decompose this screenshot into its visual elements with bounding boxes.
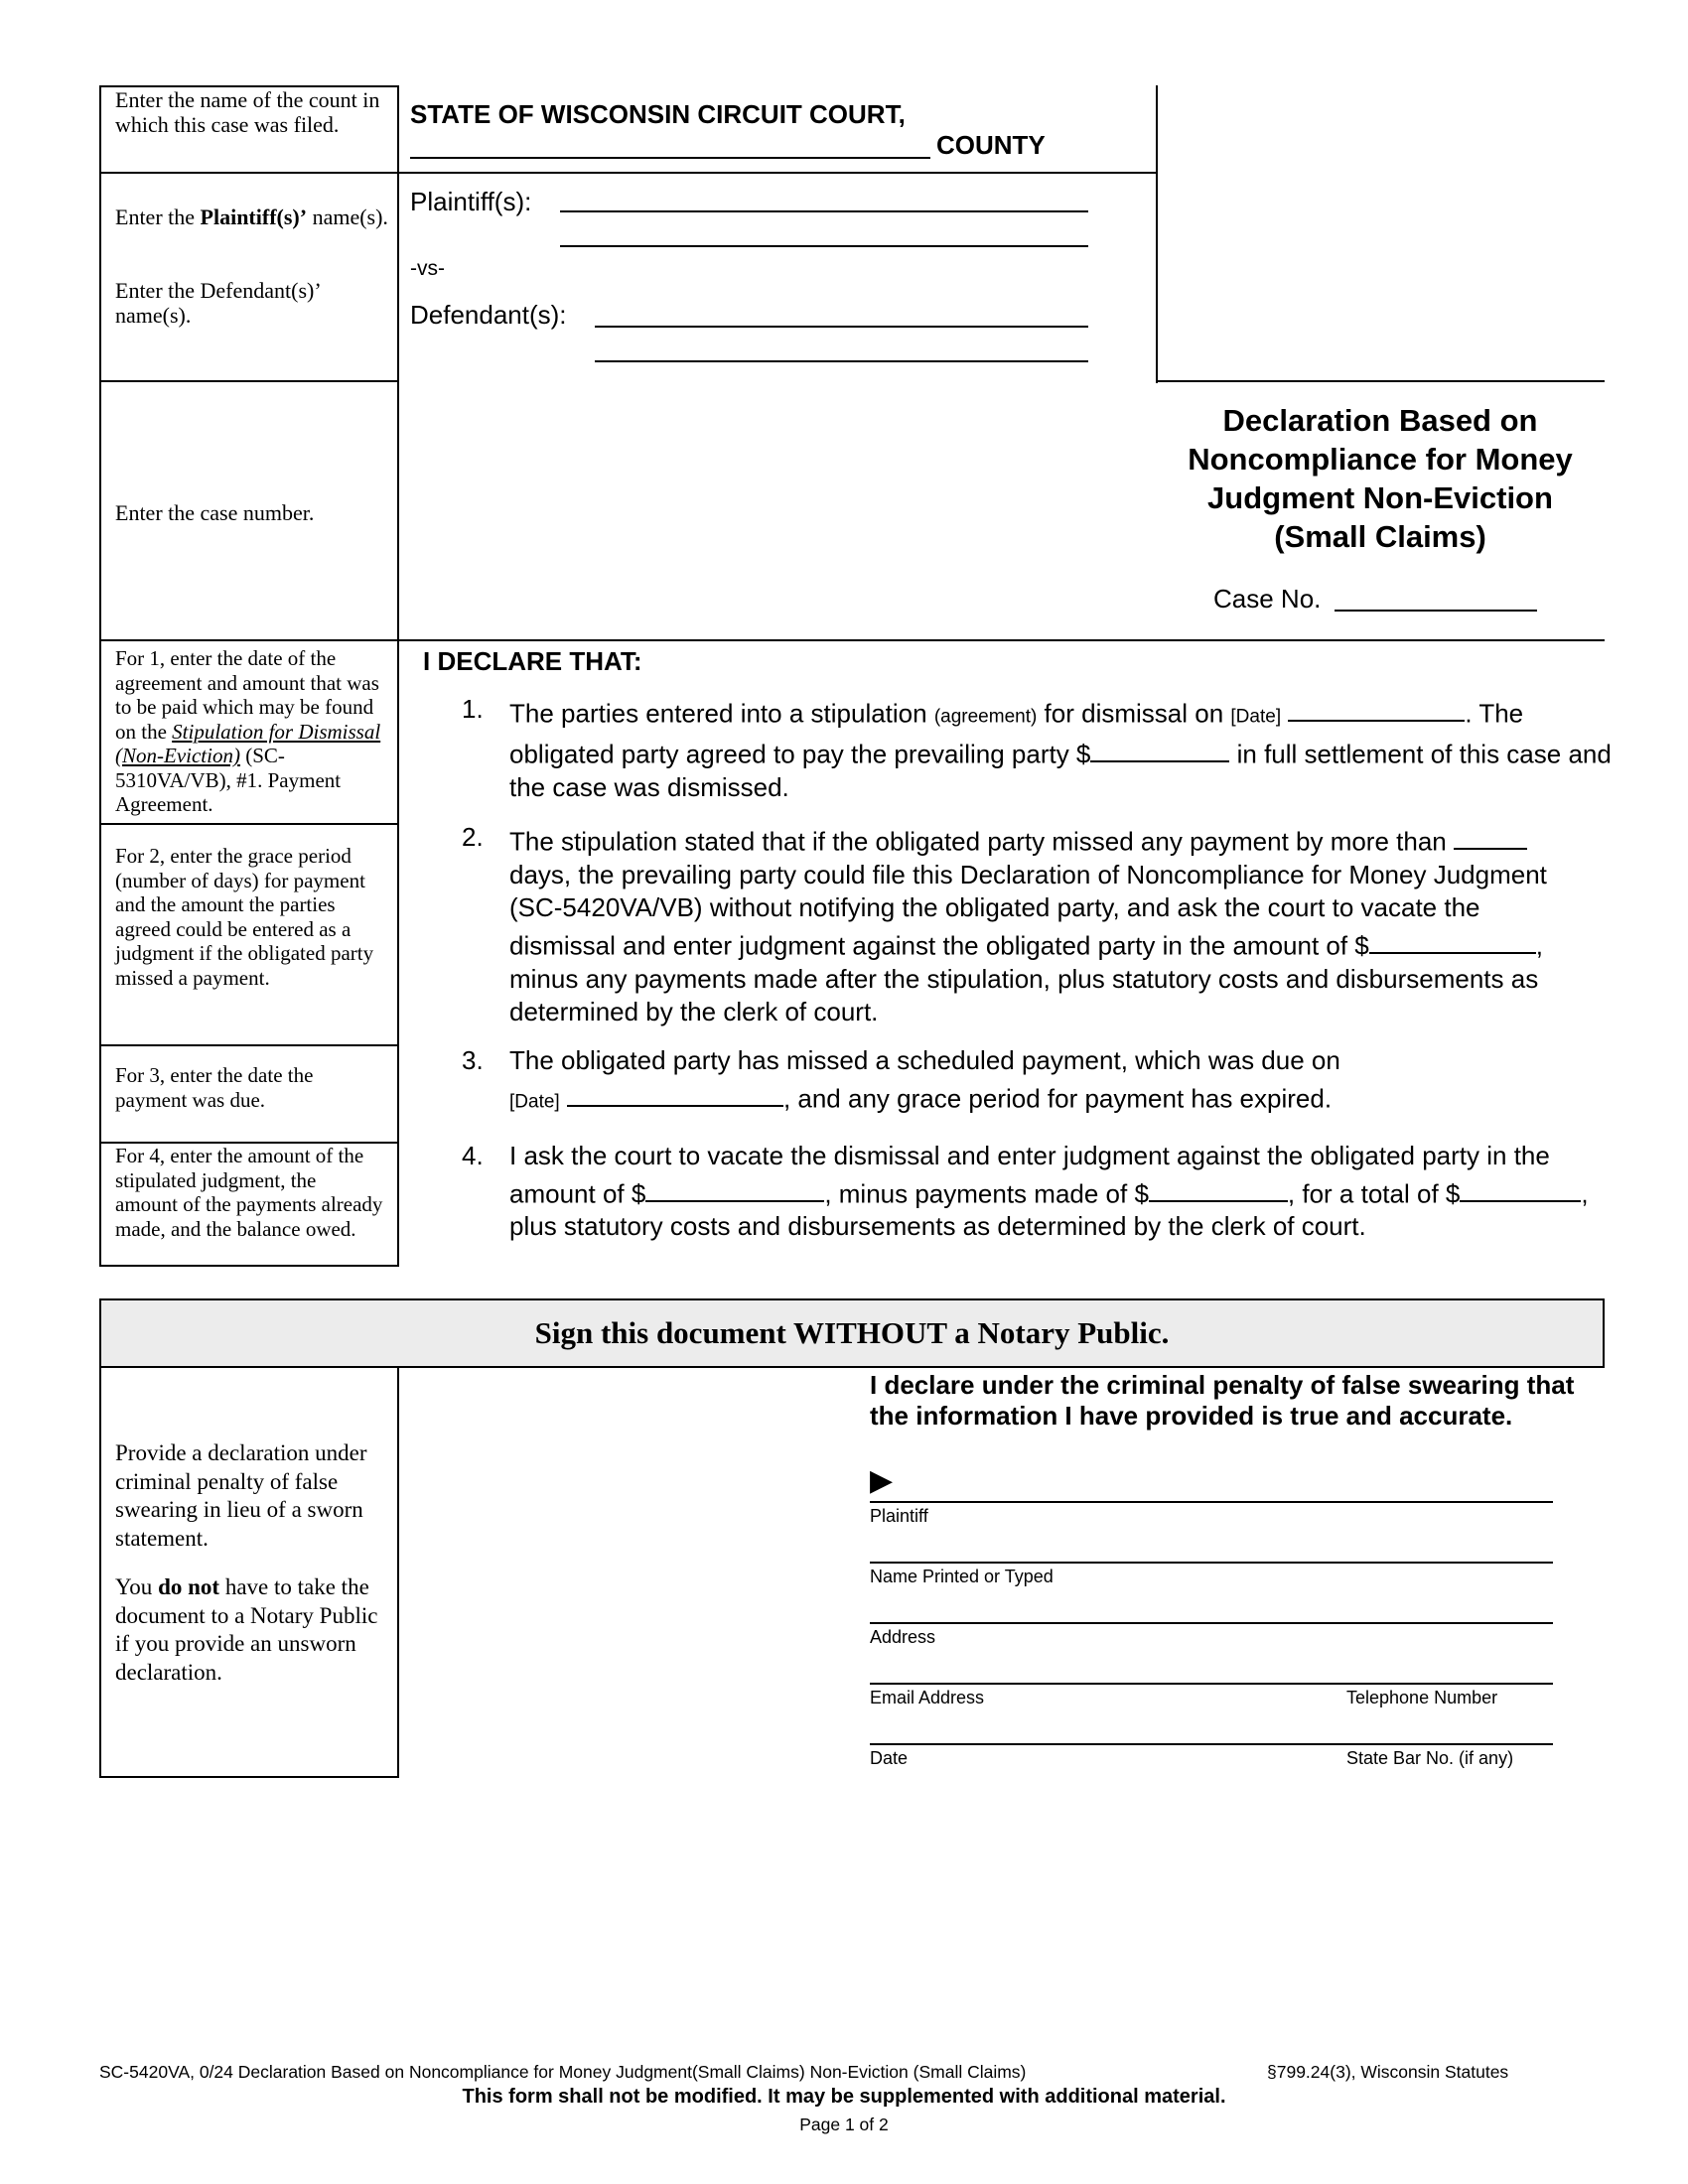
defendant-label: Defendant(s): — [410, 300, 567, 330]
item3-date-label: [Date] — [509, 1090, 560, 1112]
item4-total-blank[interactable] — [1460, 1173, 1581, 1202]
form-title-line4: (Small Claims) — [1274, 519, 1486, 554]
declaration-statement: I declare under the criminal penalty of false swearing that the information I have provided is true and accurate. — [870, 1370, 1575, 1431]
case-no-label: Case No. — [1213, 584, 1322, 614]
phone-label: Telephone Number — [1346, 1688, 1498, 1707]
plaintiff-hint-post: name(s). — [307, 205, 388, 229]
grid-line-3 — [99, 639, 1605, 641]
signature-arrow-icon: ▶ — [870, 1464, 894, 1497]
plaintiff-signature-line[interactable] — [870, 1501, 1553, 1503]
footer-page-number: Page 1 of 2 — [799, 2115, 889, 2134]
item1-agreement: (agreement) — [933, 706, 1038, 728]
item2-amount-blank[interactable] — [1369, 925, 1536, 954]
plaintiff-hint-bold: Plaintiff(s)’ — [200, 205, 308, 229]
case-no-blank[interactable] — [1335, 610, 1537, 612]
grid-line-4 — [99, 823, 399, 825]
name-label: Name Printed or Typed — [870, 1567, 1054, 1586]
county-label: COUNTY — [936, 130, 1046, 160]
item2-text2: days, the prevailing party could file this Declaration of Noncompliance for Money Judgment (SC-5420VA/VB) without notifying the obligated party, and ask the court to vacate the dismissal and enter judgment against the obligated party in the amount of $ — [509, 859, 1547, 961]
plaintiff-signature-label: Plaintiff — [870, 1506, 928, 1526]
declare-heading: I DECLARE THAT: — [423, 646, 642, 676]
notary-hint-pre: You — [115, 1574, 159, 1599]
item1-text2: for dismissal on — [1037, 698, 1231, 729]
item1-text3: . The obligated party agreed to pay the prevailing party $ — [509, 698, 1524, 769]
item4-hint: For 4, enter the amount of the stipulated judgment, the amount of the payments already made, and the balance owed. — [115, 1144, 383, 1241]
item4-text1: I ask the court to vacate the dismissal and enter judgment against the obligated party in the amount of $ — [509, 1141, 1550, 1208]
form-title-line1: Declaration Based on — [1222, 403, 1538, 438]
item2-hint: For 2, enter the grace period (number of days) for payment and the amount the parties agreed could be entered as a judgment if the obligated party missed a payment. — [115, 844, 374, 990]
item2-text1: The stipulation stated that if the obligated party missed any payment by more than — [509, 826, 1454, 857]
plaintiff-blank-2[interactable] — [560, 245, 1088, 247]
case-number-hint: Enter the case number. — [115, 500, 315, 525]
item4-payments-blank[interactable] — [1149, 1173, 1288, 1202]
item4-text4: , plus statutory costs and disbursements as determined by the clerk of court. — [509, 1177, 1589, 1242]
defendant-blank-1[interactable] — [595, 326, 1088, 328]
grid-line-7 — [99, 1265, 399, 1267]
item3-text2: , and any grace period for payment has expired. — [782, 1082, 1333, 1113]
grid-line-2 — [99, 380, 399, 382]
item3-hint: For 3, enter the date the payment was due. — [115, 1063, 314, 1112]
name-line[interactable] — [870, 1562, 1553, 1564]
item4-judgment-blank[interactable] — [645, 1173, 824, 1202]
notary-banner — [99, 1298, 1605, 1368]
item3-number: 3. — [462, 1045, 484, 1075]
item1-number: 1. — [462, 694, 484, 724]
item1-amount-blank[interactable] — [1090, 734, 1229, 762]
item1-hint-post: (SC-5310VA/VB), #1. Payment Agreement. — [115, 744, 342, 816]
item1-date-blank[interactable] — [1288, 693, 1465, 722]
notary-hint-post: have to take the document to a Notary Public if you provide an unsworn declaration. — [115, 1574, 378, 1685]
email-phone-line[interactable] — [870, 1683, 1553, 1685]
footer-form-id: SC-5420VA, 0/24 Declaration Based on Noncompliance for Money Judgment(Small Claims) Non-Eviction (Small Claims) — [99, 2062, 1027, 2082]
county-blank[interactable] — [410, 157, 930, 159]
court-hint: Enter the name of the count in which this case was filed. — [115, 87, 380, 137]
item3-text1: The obligated party has missed a scheduled payment, which was due on — [509, 1045, 1340, 1075]
item2-number: 2. — [462, 822, 484, 852]
sig-left-line — [99, 1366, 101, 1778]
sig-bottom-line — [99, 1776, 399, 1778]
notary-hint-bold: do not — [158, 1574, 220, 1599]
date-label: Date — [870, 1748, 909, 1768]
plaintiff-hint — [115, 205, 388, 229]
vs-label: -vs- — [410, 257, 445, 280]
footer-notice: This form shall not be modified. It may be supplemented with additional material. — [462, 2086, 1226, 2108]
address-label: Address — [870, 1627, 936, 1647]
defendant-hint: Enter the Defendant(s)’ name(s). — [115, 278, 321, 328]
item1-hint — [115, 646, 388, 817]
date-bar-line[interactable] — [870, 1743, 1553, 1745]
item1-date-label: [Date] — [1230, 706, 1282, 728]
notary-banner-text: Sign this document WITHOUT a Notary Public. — [534, 1315, 1170, 1350]
item2-days-blank[interactable] — [1454, 821, 1527, 850]
grid-line-1 — [99, 172, 1158, 174]
item1-hint-pre: For 1, enter the date of the agreement and amount that was to be paid which may be found on the — [115, 646, 379, 744]
item1-hint-italic: Stipulation for Dismissal (Non-Eviction) — [115, 719, 381, 767]
item1-text4: in full settlement of this case and the case was dismissed. — [509, 739, 1612, 802]
plaintiff-hint-pre: Enter the — [115, 205, 201, 229]
item2-text3: , minus any payments made after the stipulation, plus statutory costs and disbursements as determined by the clerk of court. — [509, 930, 1543, 1027]
item1-text1: The parties entered into a stipulation — [509, 698, 934, 729]
bar-number-label: State Bar No. (if any) — [1346, 1748, 1514, 1768]
item4-text2: , minus payments made of $ — [824, 1177, 1149, 1208]
address-line[interactable] — [870, 1622, 1553, 1624]
grid-left-line-upper — [99, 85, 101, 1267]
item4-number: 4. — [462, 1141, 484, 1170]
notary-hint — [115, 1573, 383, 1687]
form-title-line2: Noncompliance for Money — [1188, 442, 1573, 477]
grid-title-bottom-line — [1156, 380, 1605, 382]
plaintiff-blank-1[interactable] — [560, 210, 1088, 212]
sig-sidebar-right-line — [397, 1366, 399, 1778]
declaration-hint: Provide a declaration under criminal penalty of false swearing in lieu of a sworn statement. — [115, 1440, 367, 1551]
grid-sidebar-right-line — [397, 85, 399, 1267]
item4-text3: , for a total of $ — [1287, 1177, 1461, 1208]
email-label: Email Address — [870, 1688, 985, 1707]
form-title — [1156, 401, 1605, 556]
form-title-line3: Judgment Non-Eviction — [1207, 480, 1553, 515]
grid-caption-right-line — [1156, 85, 1158, 383]
plaintiff-label: Plaintiff(s): — [410, 187, 532, 216]
grid-line-5 — [99, 1044, 399, 1046]
defendant-blank-2[interactable] — [595, 360, 1088, 362]
item3-date-blank[interactable] — [567, 1078, 783, 1107]
court-line: STATE OF WISCONSIN CIRCUIT COURT, — [410, 99, 906, 129]
footer-statute: §799.24(3), Wisconsin Statutes — [1267, 2062, 1509, 2082]
